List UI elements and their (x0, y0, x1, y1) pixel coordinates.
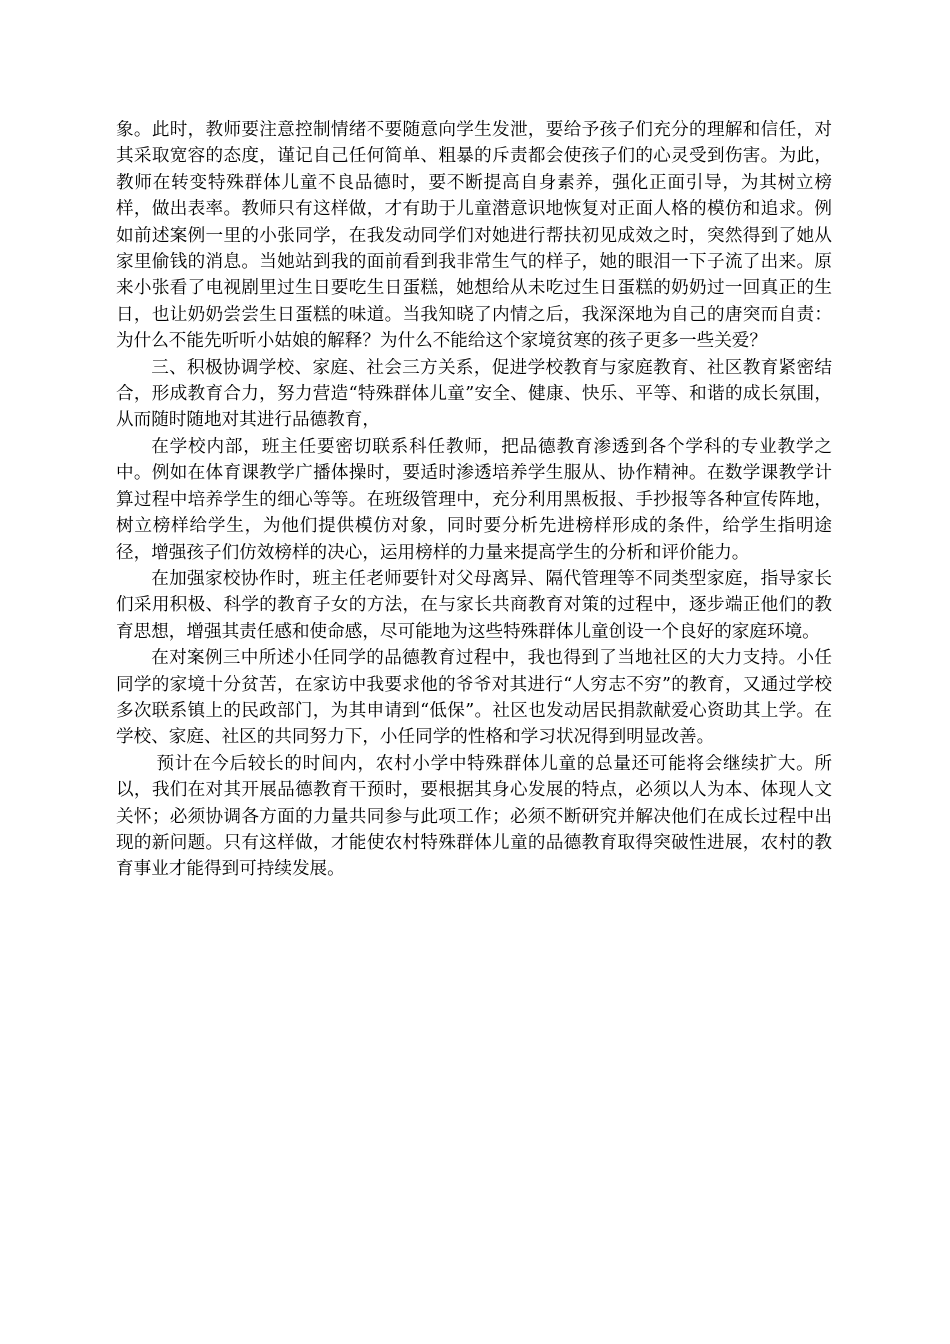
paragraph-school-internal: 在学校内部，班主任要密切联系科任教师，把品德教育渗透到各个学科的专业教学之中。例如在体育课教学广播体操时，要适时渗透培养学生服从、协作精神。在数学课教学计算过程中培养学生的细心等等。在班级管理中，充分利用黑板报、手抄报等各种宣传阵地，树立榜样给学生，为他们提供模仿对象，同时要分析先进榜样形成的条件，给学生指明途径，增强孩子们仿效榜样的决心，运用榜样的力量来提高学生的分析和评价能力。 (116, 436, 832, 563)
paragraph-section-three: 三、积极协调学校、家庭、社会三方关系，促进学校教育与家庭教育、社区教育紧密结合，形成教育合力，努力营造“特殊群体儿童”安全、健康、快乐、平等、和谐的成长氛围，从而随时随地对其进行品德教育， (116, 357, 832, 431)
body-text (116, 117, 832, 883)
paragraph-home-school: 在加强家校协作时，班主任老师要针对父母离异、隔代管理等不同类型家庭，指导家长们采用积极、科学的教育子女的方法，在与家长共商教育对策的过程中，逐步端正他们的教育思想，增强其责任感和使命感，尽可能地为这些特殊群体儿童创设一个良好的家庭环境。 (116, 568, 832, 642)
paragraph-community-case: 在对案例三中所述小任同学的品德教育过程中，我也得到了当地社区的大力支持。小任同学的家境十分贫苦，在家访中我要求他的爷爷对其进行“人穷志不穷”的教育，又通过学校多次联系镇上的民政部门，为其申请到“低保”。社区也发动居民捐款献爱心资助其上学。在学校、家庭、社区的共同努力下，小任同学的性格和学习状况得到明显改善。 (116, 648, 832, 748)
paragraph-conclusion: 预计在今后较长的时间内，农村小学中特殊群体儿童的总量还可能将会继续扩大。所以，我们在对其开展品德教育干预时，要根据其身心发展的特点，必须以人为本、体现人文关怀；必须协调各方面的力量共同参与此项工作；必须不断研究并解决他们在成长过程中出现的新问题。只有这样做，才能使农村特殊群体儿童的品德教育取得突破性进展，农村的教育事业才能得到可持续发展。 (116, 753, 832, 880)
paragraph-continuation: 象。此时，教师要注意控制情绪不要随意向学生发泄，要给予孩子们充分的理解和信任，对其采取宽容的态度，谨记自己任何简单、粗暴的斥责都会使孩子们的心灵受到伤害。为此，教师在转变特殊群体儿童不良品德时，要不断提高自身素养，强化正面引导，为其树立榜样，做出表率。教师只有这样做，才有助于儿童潜意识地恢复对正面人格的模仿和追求。例如前述案例一里的小张同学，在我发动同学们对她进行帮扶初见成效之时，突然得到了她从家里偷钱的消息。当她站到我的面前看到我非常生气的样子，她的眼泪一下子流了出来。原来小张看了电视剧里过生日要吃生日蛋糕，她想给从未吃过生日蛋糕的奶奶过一回真正的生日，也让奶奶尝尝生日蛋糕的味道。当我知晓了内情之后，我深深地为自己的唐突而自责：为什么不能先听听小姑娘的解释？为什么不能给这个家境贫寒的孩子更多一些关爱？ (116, 120, 832, 352)
